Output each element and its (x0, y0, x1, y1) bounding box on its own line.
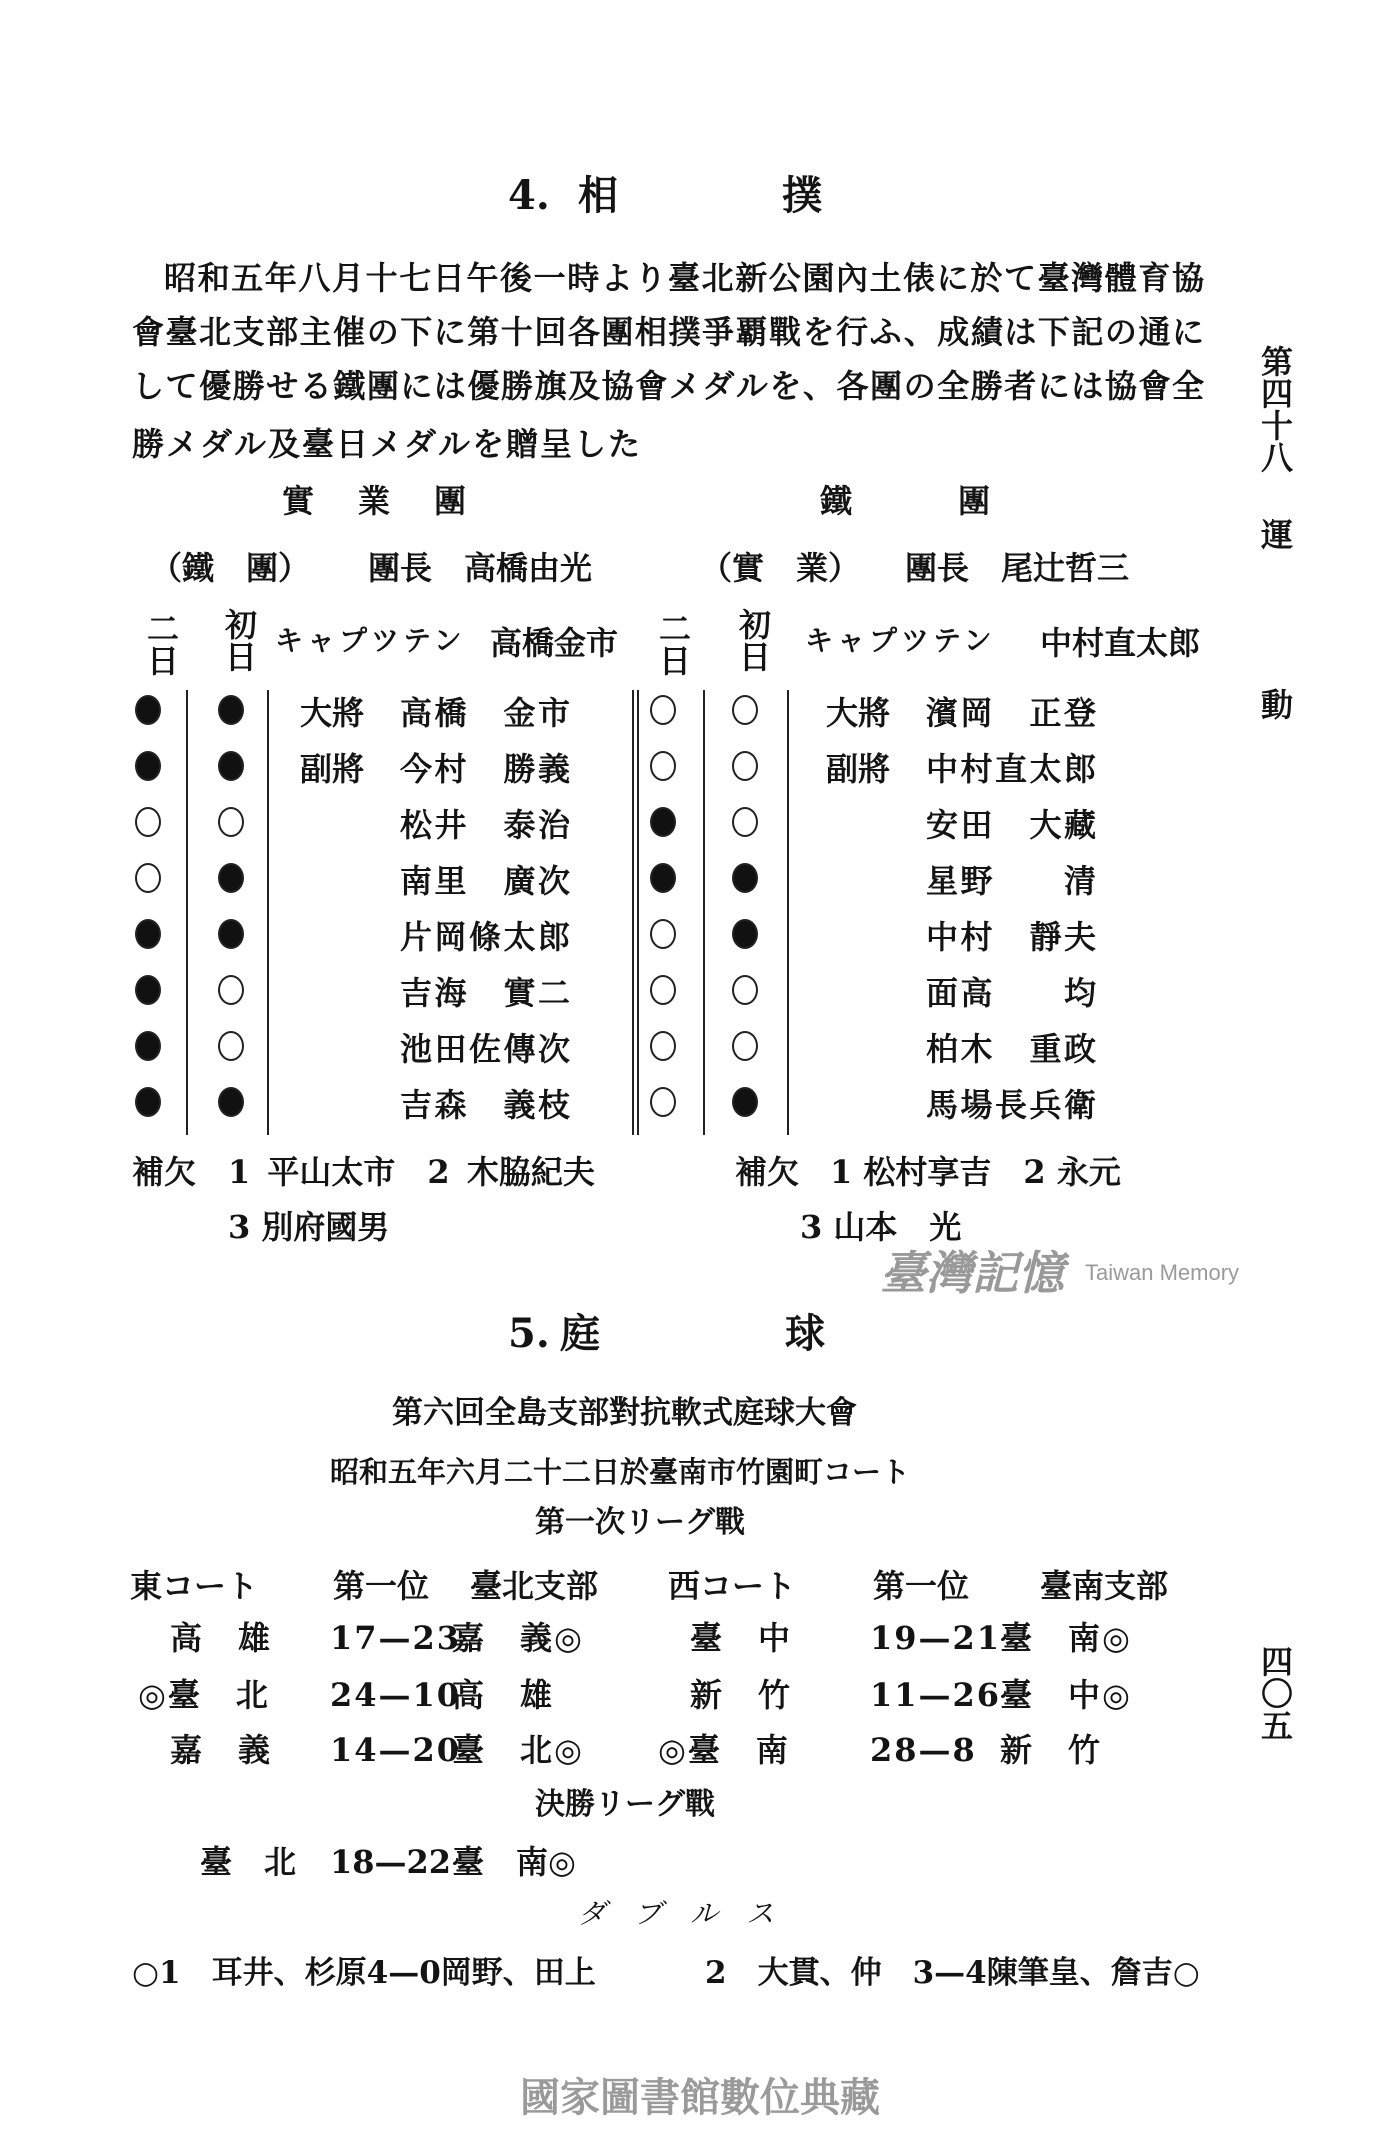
right-team-opponent: （實 業） (700, 549, 861, 587)
result-mark-day1-win (732, 807, 758, 837)
result-mark-day1-win (732, 751, 758, 781)
wrestler-name: 安田 大藏 (926, 806, 1096, 844)
result-mark-day1-win (732, 695, 758, 725)
section-label-1: 運 (1256, 518, 1294, 550)
match-team: 高 雄 (452, 1676, 555, 1714)
result-mark-day1-loss (218, 863, 244, 893)
doubles-result-1: ○1 耳井、杉原4—0岡野、田上 (132, 1955, 596, 1991)
sumo-heading-char1: 相 (578, 172, 618, 219)
match-score: 14—20 (330, 1731, 462, 1769)
tennis-date-place: 昭和五年六月二十二日於臺南市竹園町コート (330, 1455, 911, 1489)
result-mark-day1-win (218, 807, 244, 837)
left-day2-header: 二日 (142, 612, 180, 676)
section-label-2: 動 (1256, 688, 1294, 720)
column-divider (637, 690, 639, 1135)
match-score: 24—10 (330, 1676, 462, 1714)
result-mark-day2-win (135, 807, 161, 837)
east-winner: 臺北支部 (470, 1567, 599, 1605)
wrestler-name: 高橋 金市 (400, 694, 570, 732)
result-mark-day2-win (650, 919, 676, 949)
west-rank-label: 第一位 (873, 1567, 970, 1605)
match-team: 臺 中◎ (1000, 1676, 1132, 1714)
west-winner: 臺南支部 (1040, 1567, 1169, 1605)
paragraph-line: 勝メダル及臺日メダルを贈呈した (132, 425, 643, 463)
wrestler-name: 松井 泰治 (400, 806, 570, 844)
result-mark-day2-loss (135, 919, 161, 949)
right-day2-header: 二日 (654, 612, 692, 676)
column-divider (267, 690, 269, 1135)
right-team-leader: 團長 尾辻哲三 (905, 549, 1130, 587)
match-team: 臺 北◎ (452, 1731, 584, 1769)
result-mark-day1-loss (218, 919, 244, 949)
west-court-label: 西コート (668, 1567, 797, 1605)
column-divider (632, 690, 634, 1135)
tennis-heading-char2: 球 (785, 1310, 825, 1357)
result-mark-day2-win (650, 695, 676, 725)
left-captain-name: 高橋金市 (490, 624, 619, 662)
round1-title: 第一次リーグ戰 (535, 1505, 745, 1540)
match-team: 高 雄 (170, 1619, 273, 1657)
result-mark-day2-win (650, 1031, 676, 1061)
match-score: 17—23 (330, 1619, 462, 1657)
right-captain-name: 中村直太郎 (1040, 624, 1201, 662)
result-mark-day1-loss (218, 1087, 244, 1117)
wrestler-name: 今村 勝義 (400, 750, 570, 788)
wrestler-name: 濱岡 正登 (926, 694, 1096, 732)
match-team: 新 竹 (1000, 1731, 1103, 1769)
result-mark-day2-win (135, 863, 161, 893)
final-team-b: 臺 南◎ (452, 1843, 576, 1881)
match-team: ◎臺 南 (658, 1731, 790, 1769)
result-mark-day2-win (650, 1087, 676, 1117)
right-reserves-label: 補欠 (735, 1153, 800, 1191)
result-mark-day2-loss (135, 751, 161, 781)
paragraph-line: して優勝せる鐵團には優勝旗及協會メダルを、各團の全勝者には協會全 (132, 367, 1204, 405)
result-mark-day1-win (732, 1031, 758, 1061)
final-score: 18—22 (330, 1843, 452, 1881)
wrestler-name: 馬場長兵衛 (926, 1086, 1096, 1124)
taiwan-memory-logo: 臺灣記憶 (880, 1246, 1064, 1300)
doubles-title: ダ ブ ル ス (578, 1897, 775, 1930)
match-score: 19—21 (870, 1619, 1002, 1657)
tennis-title: 第六回全島支部對抗軟式庭球大會 (392, 1395, 857, 1431)
match-score: 11—26 (870, 1676, 1002, 1714)
wrestler-name: 柏木 重政 (926, 1030, 1096, 1068)
chapter-label: 第四十八 (1256, 345, 1294, 473)
result-mark-day1-win (732, 975, 758, 1005)
result-mark-day2-loss (650, 863, 676, 893)
result-mark-day2-win (650, 975, 676, 1005)
match-score: 28—8 (870, 1731, 977, 1769)
wrestler-rank: 大將 (826, 694, 891, 732)
east-court-label: 東コート (130, 1567, 259, 1605)
result-mark-day2-loss (135, 695, 161, 725)
wrestler-name: 片岡條太郎 (400, 918, 570, 956)
result-mark-day1-loss (218, 695, 244, 725)
doubles-result-2: 2 大貫、仲 3—4陳筆皇、詹吉○ (705, 1955, 1200, 1991)
wrestler-name: 吉森 義枝 (400, 1086, 570, 1124)
wrestler-rank: 大將 (300, 694, 365, 732)
right-team-name: 鐵 團 (820, 482, 1005, 520)
tennis-heading-char1: 庭 (560, 1310, 600, 1357)
tennis-heading-number: 5. (508, 1310, 550, 1357)
result-mark-day1-loss (218, 751, 244, 781)
match-team: 新 竹 (690, 1676, 793, 1714)
sumo-heading-char2: 撲 (782, 172, 822, 219)
wrestler-rank: 副將 (826, 750, 891, 788)
wrestler-rank: 副將 (300, 750, 365, 788)
left-captain-label: キャプツテン (275, 624, 466, 657)
taiwan-memory-logo-en: Taiwan Memory (1085, 1260, 1240, 1285)
result-mark-day1-loss (732, 863, 758, 893)
wrestler-name: 中村直太郎 (926, 750, 1096, 788)
match-team: 臺 中 (690, 1619, 793, 1657)
sumo-heading-number: 4. (508, 172, 550, 219)
left-team-opponent: （鐵 團） (150, 549, 311, 587)
left-reserves-label: 補欠 (132, 1153, 197, 1191)
wrestler-name: 吉海 實二 (400, 974, 570, 1012)
result-mark-day2-loss (135, 975, 161, 1005)
left-reserves-line2: 3 別府國男 (228, 1208, 390, 1246)
final-team-a: 臺 北 (200, 1843, 297, 1881)
left-team-name: 實 業 團 (282, 482, 473, 520)
right-captain-label: キャプツテン (805, 624, 996, 657)
column-divider (186, 690, 188, 1135)
match-team: 臺 南◎ (1000, 1619, 1132, 1657)
paragraph-line: 昭和五年八月十七日午後一時より臺北新公園內土俵に於て臺灣體育協 (164, 259, 1204, 297)
final-title: 決勝リーグ戰 (535, 1787, 715, 1822)
column-divider (703, 690, 705, 1135)
result-mark-day2-loss (650, 807, 676, 837)
column-divider (787, 690, 789, 1135)
result-mark-day2-win (650, 751, 676, 781)
right-reserves-line2: 3 山本 光 (800, 1208, 962, 1246)
paragraph-line: 會臺北支部主催の下に第十回各團相撲爭覇戰を行ふ、成績は下記の通に (132, 313, 1204, 351)
right-day1-header: 初日 (734, 608, 772, 672)
left-day1-header: 初日 (220, 608, 258, 672)
match-team: 嘉 義◎ (452, 1619, 584, 1657)
result-mark-day2-loss (135, 1031, 161, 1061)
wrestler-name: 面高 均 (926, 974, 1096, 1012)
east-rank-label: 第一位 (333, 1567, 430, 1605)
match-team: ◎臺 北 (138, 1676, 270, 1714)
right-reserves-line1: 1 松村享吉 2 永元 (830, 1153, 1121, 1191)
result-mark-day1-loss (732, 919, 758, 949)
result-mark-day2-loss (135, 1087, 161, 1117)
match-team: 嘉 義 (170, 1731, 273, 1769)
result-mark-day1-win (218, 1031, 244, 1061)
page-number: 四〇五 (1256, 1645, 1294, 1741)
result-mark-day1-win (218, 975, 244, 1005)
wrestler-name: 中村 靜夫 (926, 918, 1096, 956)
left-team-leader: 團長 高橋由光 (368, 549, 593, 587)
result-mark-day1-loss (732, 1087, 758, 1117)
left-reserves-line1: 1 平山太市 2 木脇紀夫 (228, 1153, 595, 1191)
library-footer-watermark: 國家圖書館數位典藏 (520, 2075, 880, 2121)
wrestler-name: 南里 廣次 (400, 862, 570, 900)
wrestler-name: 星野 清 (926, 862, 1096, 900)
wrestler-name: 池田佐傳次 (400, 1030, 570, 1068)
